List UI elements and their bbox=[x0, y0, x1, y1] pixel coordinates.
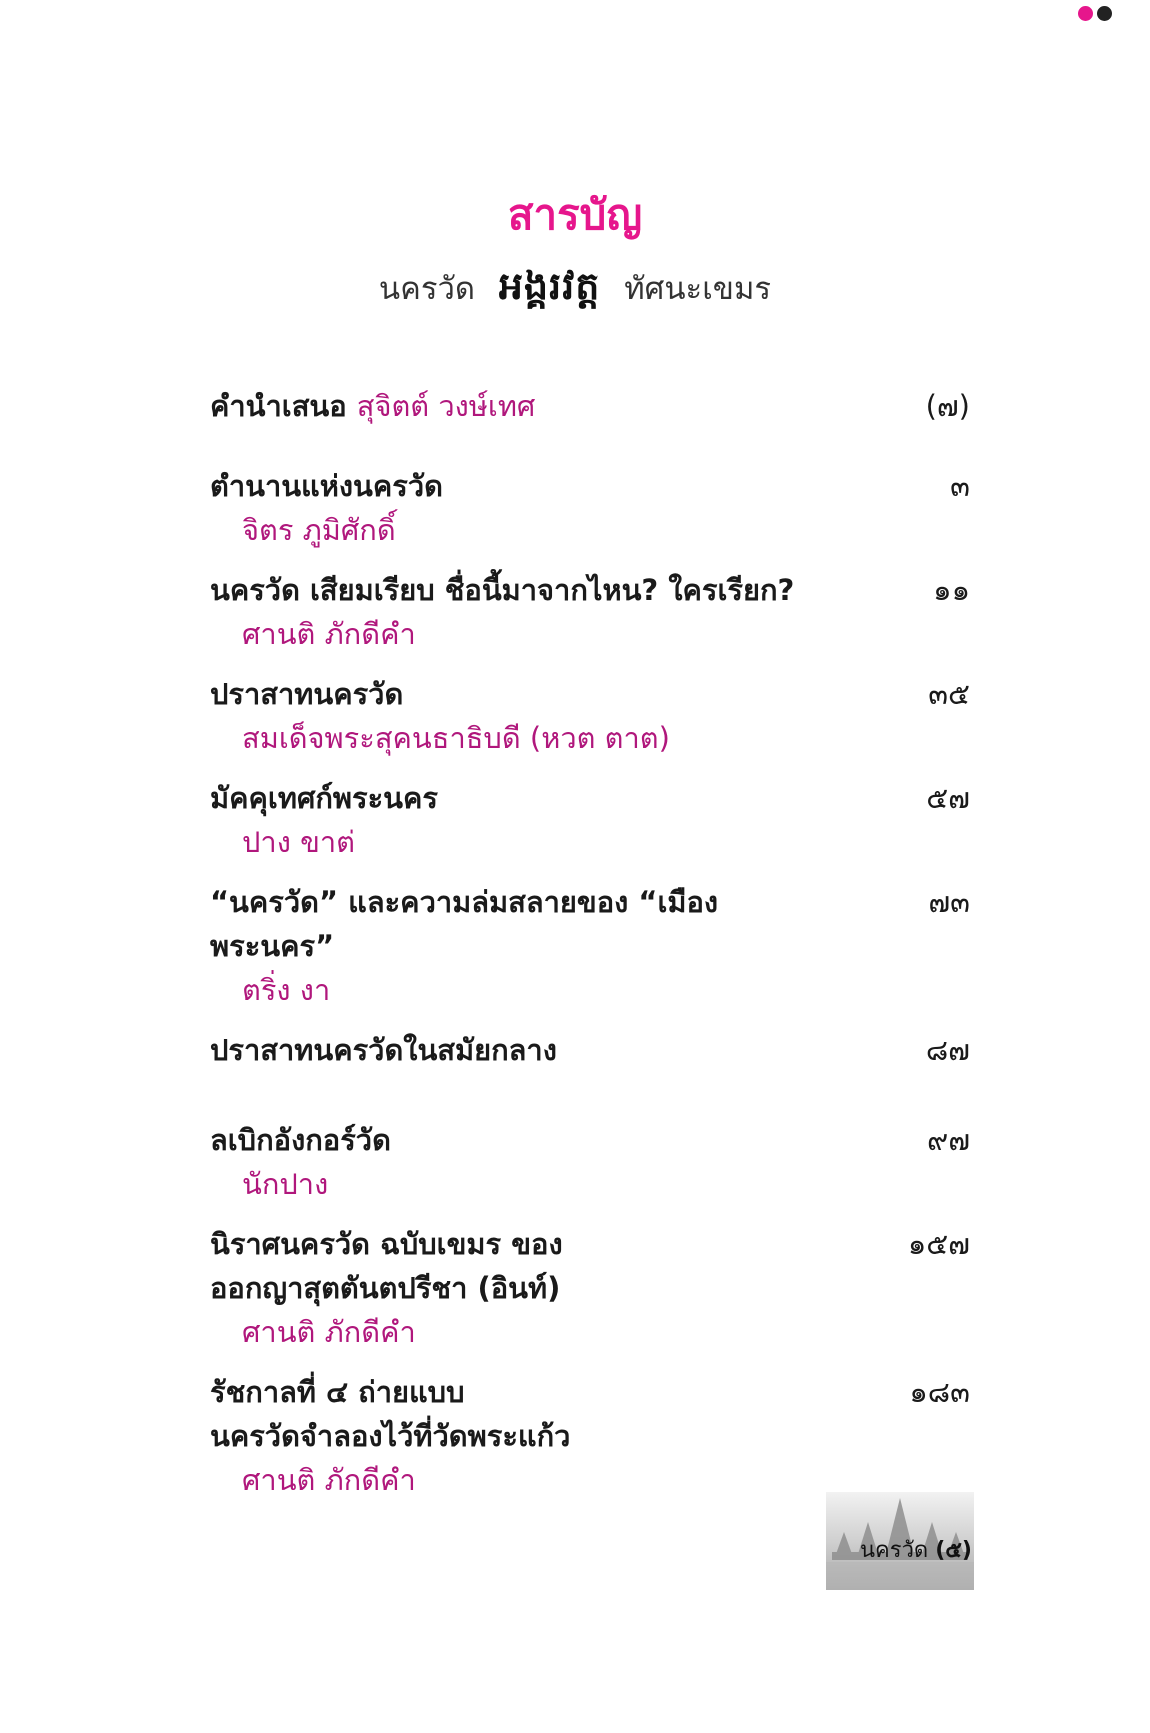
table-of-contents bbox=[210, 384, 970, 1502]
toc-entry[interactable] bbox=[210, 672, 970, 760]
toc-entry-author: ศานติ ภักดีคำ bbox=[242, 617, 416, 651]
toc-entry[interactable] bbox=[210, 384, 970, 428]
toc-entry-title-text: คำนำเสนอ bbox=[210, 389, 347, 423]
toc-entry-author: นักปาง bbox=[242, 1167, 329, 1201]
toc-entry-page: ๑๘๓ bbox=[909, 1375, 970, 1409]
toc-entry-title bbox=[210, 384, 970, 428]
toc-entry-page: ๑๕๗ bbox=[907, 1227, 970, 1261]
toc-entry-author: จิตร ภูมิศักดิ์ bbox=[242, 513, 396, 547]
toc-entry-page: ๓๕ bbox=[928, 677, 970, 711]
toc-entry[interactable] bbox=[210, 880, 970, 1012]
toc-entry-title: นิราศนครวัด ฉบับเขมร ของ bbox=[210, 1227, 563, 1261]
subtitle-thai-left: นครวัด bbox=[378, 271, 476, 307]
subtitle-thai-right: ทัศนะเขมร bbox=[624, 271, 772, 307]
page-title: สารบัญ bbox=[507, 190, 643, 239]
footer-page-number: (๕) bbox=[935, 1538, 972, 1563]
toc-entry-title: นครวัด เสียมเรียบ ชื่อนี้มาจากไหน? ใครเรียก? bbox=[210, 573, 795, 607]
toc-entry-inline-author: สุจิตต์ วงษ์เทศ bbox=[356, 389, 536, 423]
toc-entry-title-line2: นครวัดจำลองไว้ที่วัดพระแก้ว bbox=[210, 1419, 571, 1453]
page-corner-dots bbox=[1078, 6, 1112, 21]
dark-dot bbox=[1097, 6, 1112, 21]
subtitle-khmer: អង្គរវត្ត bbox=[498, 264, 601, 308]
toc-entry-page: (๗) bbox=[925, 389, 970, 423]
page-footer-badge bbox=[826, 1492, 974, 1590]
toc-entry-page: ๑๑ bbox=[933, 573, 970, 607]
toc-entry-page: ๙๗ bbox=[926, 1123, 970, 1157]
footer-page-label bbox=[860, 1532, 972, 1567]
footer-book-title: นครวัด bbox=[860, 1538, 929, 1563]
toc-entry[interactable] bbox=[210, 464, 970, 552]
toc-entry-page: ๕๗ bbox=[926, 781, 970, 815]
toc-entry-title: มัคคุเทศก์พระนคร bbox=[210, 781, 438, 815]
toc-entry[interactable] bbox=[210, 1118, 970, 1206]
toc-entry[interactable] bbox=[210, 1028, 970, 1072]
toc-entry-title: ตำนานแห่งนครวัด bbox=[210, 469, 443, 503]
toc-entry-page: ๓ bbox=[950, 469, 970, 503]
toc-entry[interactable] bbox=[210, 776, 970, 864]
toc-entry-title-line2: ออกญาสุตตันตปรีชา (อินท์) bbox=[210, 1271, 561, 1305]
toc-entry-title: รัชกาลที่ ๔ ถ่ายแบบ bbox=[210, 1375, 465, 1409]
toc-entry-title: ปราสาทนครวัด bbox=[210, 677, 404, 711]
toc-entry-title: “นครวัด” และความล่มสลายของ “เมืองพระนคร” bbox=[210, 885, 719, 963]
toc-entry-title: ปราสาทนครวัดในสมัยกลาง bbox=[210, 1033, 557, 1067]
toc-entry-author: สมเด็จพระสุคนธาธิบดี (หวต ตาต) bbox=[242, 721, 670, 755]
toc-entry-author: ตริ่ง งา bbox=[242, 973, 331, 1007]
toc-entry[interactable] bbox=[210, 568, 970, 656]
toc-entry[interactable] bbox=[210, 1222, 970, 1354]
toc-entry-author: ปาง ขาต่ bbox=[242, 825, 356, 859]
toc-entry-title: ลเบิกอังกอร์วัด bbox=[210, 1123, 391, 1157]
toc-entry-page: ๘๗ bbox=[925, 1033, 970, 1067]
toc-entry-author: ศานติ ภักดีคำ bbox=[242, 1463, 416, 1497]
toc-entry[interactable] bbox=[210, 1370, 970, 1502]
toc-entry-page: ๗๓ bbox=[928, 885, 970, 919]
pink-dot bbox=[1078, 6, 1093, 21]
toc-entry-author: ศานติ ภักดีคำ bbox=[242, 1315, 416, 1349]
page-subtitle bbox=[0, 262, 1150, 318]
